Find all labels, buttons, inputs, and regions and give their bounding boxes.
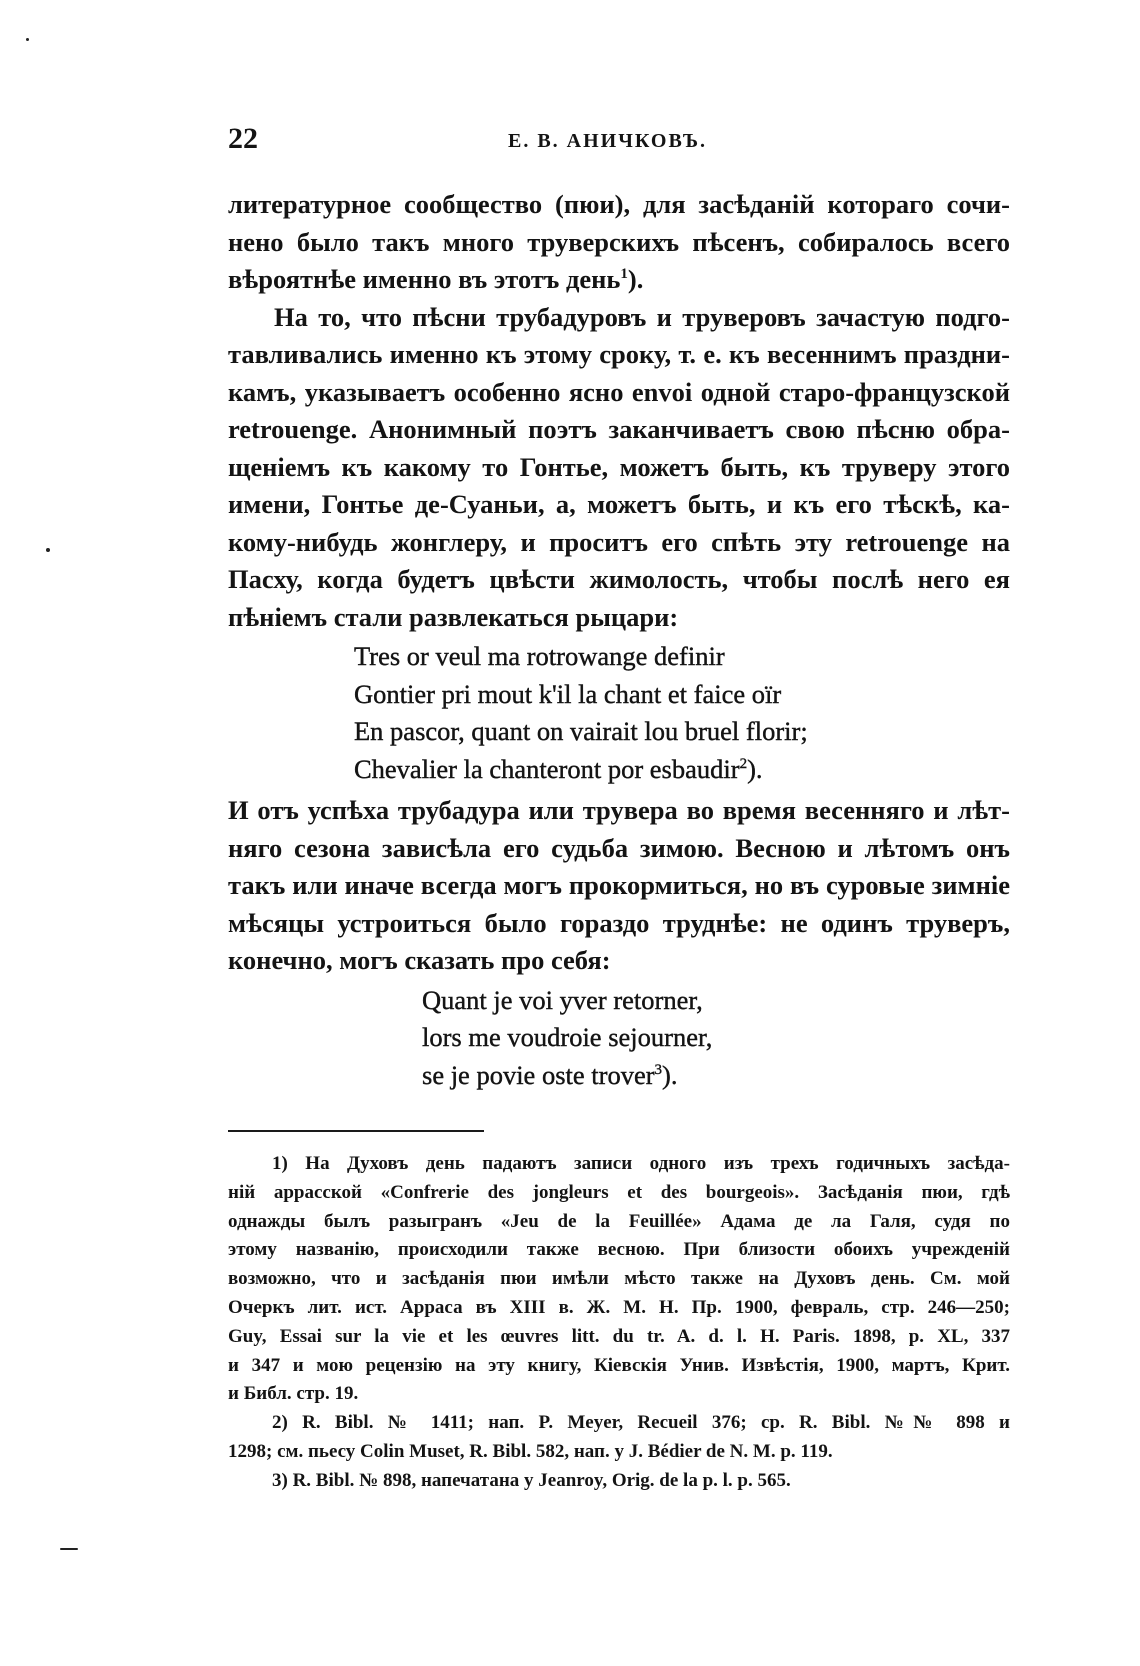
scan-speck	[60, 1548, 78, 1550]
verse-line: Tres or veul ma rotrowange definir	[354, 641, 725, 671]
footnote-line: этому названію, происходили также весною. При близости обоихъ учрежденій	[228, 1239, 1010, 1261]
footnote-ref: 3	[654, 1061, 663, 1078]
running-head: Е. В. АНИЧКОВЪ.	[508, 130, 708, 152]
paragraph-1	[228, 186, 1010, 299]
footnote-line: и Библ. стр. 19.	[228, 1383, 359, 1405]
scan-speck	[26, 38, 29, 41]
footnote-line: ній аррасской «Confrerie des jongleurs et des bourgeois». Засѣданія пюи, гдѣ	[228, 1181, 1010, 1203]
text-line: тавливались именно къ этому сроку, т. е. къ весеннимъ праздни-	[228, 339, 1010, 369]
verse-line: lors me voudroie sejourner,	[422, 1022, 713, 1052]
text-line: нено было такъ много труверскихъ пѣсенъ, собиралось всего	[228, 226, 1010, 257]
text-line: литературное сообщество (пюи), для засѣданій котораго сочи-	[228, 189, 1010, 219]
verse-line: En pascor, quant on vairait lou bruel florir;	[354, 716, 808, 746]
verse-line: Gontier pri mout k'il la chant et faice oïr	[354, 678, 782, 709]
text-line: няго сезона зависѣла его судьба зимою. Весною и лѣтомъ онъ	[228, 832, 1010, 863]
text-line: мѣсяцы устроиться было гораздо труднѣе: не одинъ труверъ,	[228, 907, 1010, 938]
verse-line: se je povie oste trover$^3$).	[422, 1059, 678, 1090]
text-line: вѣроятнѣе именно въ этотъ день$^1$).	[228, 264, 644, 294]
scan-speck	[46, 548, 50, 552]
text-line: конечно, могъ сказать про себя:	[228, 945, 611, 975]
text-line: имени, Гонтье де-Суаньи, а, можетъ быть, и къ его тѣскѣ, ка-	[228, 489, 1010, 519]
footnote-line: Очеркъ лит. ист. Арраса въ XIII в. Ж. М. Н. Пр. 1900, февраль, стр. 246—250;	[228, 1296, 1010, 1318]
text-line: Пасху, когда будетъ цвѣсти жимолость, чтобы послѣ него ея	[228, 564, 1010, 594]
verse-line: Chevalier la chanteront por esbaudir$^2$).	[354, 753, 763, 784]
footnotes	[228, 1150, 1010, 1496]
text-line: На то, что пѣсни трубадуровъ и труверовъ зачастую подго-	[274, 301, 1010, 332]
verse-line: Quant je voi yver retorner,	[422, 984, 703, 1015]
footnote-line: Guy, Essai sur la vie et les œuvres litt. du tr. A. d. l. H. Paris. 1898, p. XL, 337	[228, 1325, 1010, 1347]
page-number: 22	[228, 122, 258, 155]
footnote-ref: 1	[620, 266, 628, 283]
text-line: щеніемъ къ какому то Гонтье, можетъ быть, къ труверу этого	[228, 451, 1010, 482]
verse-quote-1	[228, 638, 1010, 788]
text-line: retrouenge. Анонимный поэтъ заканчиваетъ свою пѣсню обра-	[228, 414, 1010, 444]
footnote-line: 1298; см. пьесу Colin Muset, R. Bibl. 582, нап. у J. Bédier de N. M. p. 119.	[228, 1440, 833, 1462]
footnote-line: и 347 и мою рецензію на эту книгу, Кіевскія Унив. Извѣстія, 1900, мартъ, Крит.	[228, 1354, 1010, 1376]
footnote-line: 3) R. Bibl. № 898, напечатана у Jeanroy, Orig. de la p. l. p. 565.	[272, 1469, 791, 1491]
page-header	[228, 122, 1008, 162]
verse-quote-2	[228, 982, 1010, 1095]
text-line: камъ, указываетъ особенно ясно envoi одной старо-французской	[228, 376, 1010, 407]
footnote-3	[228, 1467, 1010, 1496]
text-line: И отъ успѣха трубадура или трувера во время весенняго и лѣт-	[228, 795, 1010, 825]
text-line: пѣніемъ стали развлекаться рыцари:	[228, 601, 679, 632]
footnote-1	[228, 1150, 1010, 1409]
paragraph-2	[228, 299, 1010, 637]
footnote-line: однажды былъ разыгранъ «Jeu de la Feuillée» Адама де ла Галя, судя по	[228, 1210, 1010, 1232]
main-text	[228, 186, 1010, 1098]
footnote-line: 2) R. Bibl. № 1411; нап. P. Meyer, Recueil 376; ср. R. Bibl. №№ 898 и	[272, 1412, 1010, 1434]
footnote-2	[228, 1409, 1010, 1467]
footnote-divider	[228, 1130, 484, 1132]
footnote-ref: 2	[739, 755, 748, 772]
footnote-line: возможно, что и засѣданія пюи имѣли мѣсто также на Духовъ день. См. мой	[228, 1268, 1010, 1290]
text-line: такъ или иначе всегда могъ прокормиться, но въ суровые зимніе	[228, 870, 1010, 900]
text-line: кому-нибудь жонглеру, и проситъ его спѣть эту retrouenge на	[228, 526, 1010, 557]
paragraph-3	[228, 792, 1010, 980]
footnote-line: 1) На Духовъ день падаютъ записи одного изъ трехъ годичныхъ засѣда-	[272, 1153, 1010, 1174]
